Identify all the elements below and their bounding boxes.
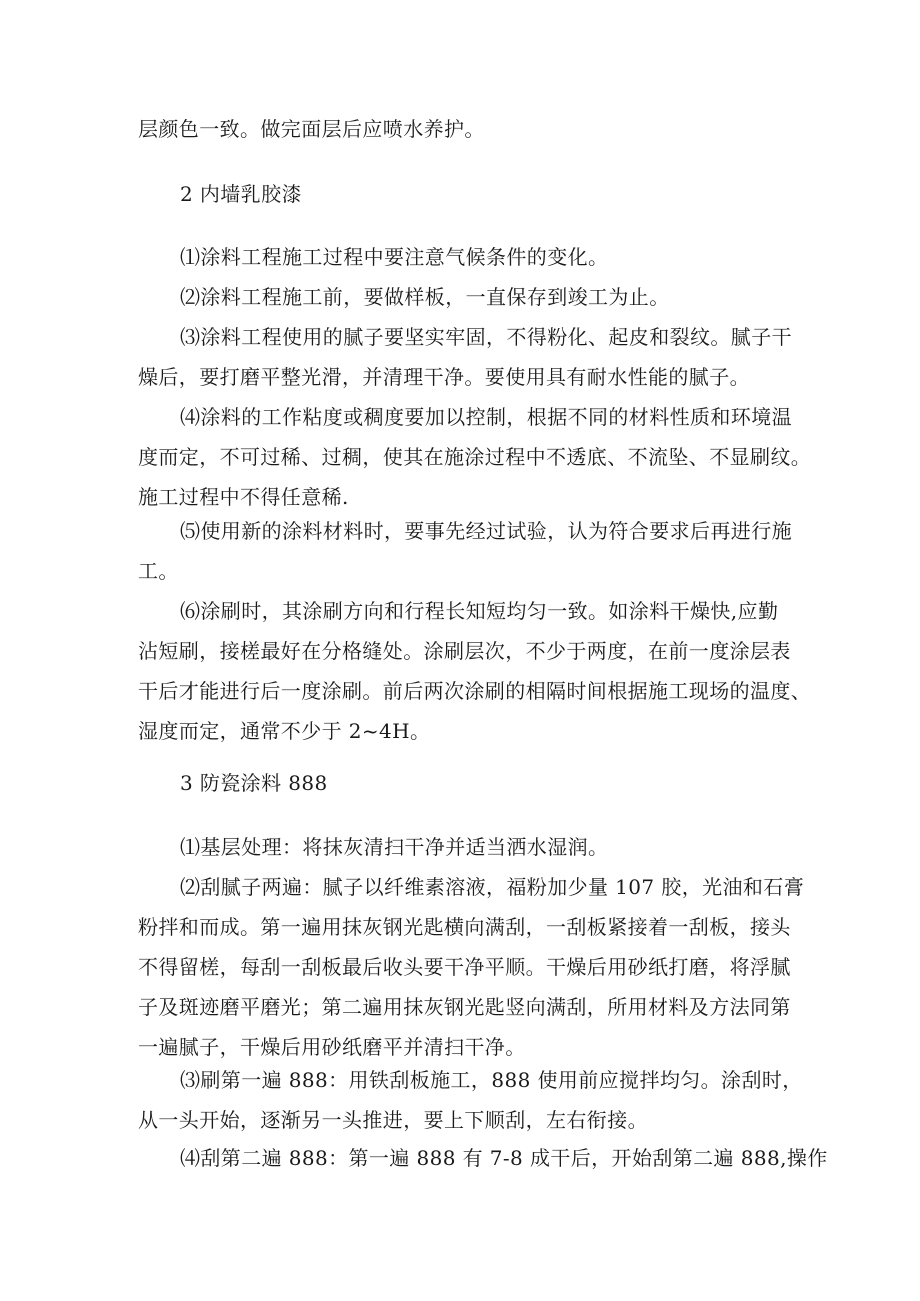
section3-item-3 — [138, 1060, 803, 1140]
text-line: 层颜色一致。做完面层后应喷水养护。 — [138, 117, 485, 141]
text-line: ⑶刷第一遍 888：用铁刮板施工，888 使用前应搅拌均匀。涂刮时， — [180, 1068, 803, 1092]
text-line: 度而定，不可过稀、过稠，使其在施涂过程中不透底、不流坠、不显刷纹。 — [138, 445, 812, 469]
section3-item-2 — [138, 867, 805, 1067]
text-line: 粉拌和而成。第一遍用抹灰钢光匙横向满刮，一刮板紧接着一刮板，接头 — [138, 915, 791, 939]
text-line: ⑴涂料工程施工过程中要注意气候条件的变化。 — [180, 245, 609, 269]
text-line: 干后才能进行后一度涂刷。前后两次涂刷的相隔时间根据施工现场的温度、 — [138, 679, 812, 703]
text-line: ⑷刮第二遍 888：第一遍 888 有 7-8 成干后，开始刮第二遍 888,操作 — [180, 1146, 828, 1170]
text-line: 不得留槎，每刮一刮板最后收头要干净平顺。干燥后用砂纸打磨，将浮腻 — [138, 955, 791, 979]
text-line: 湿度而定，通常不少于 2~4H。 — [138, 719, 431, 743]
section2-item-1 — [138, 237, 788, 277]
text-line: 子及斑迹磨平磨光；第二遍用抹灰钢光匙竖向满刮，所用材料及方法同第 — [138, 995, 791, 1019]
section2-item-4 — [138, 397, 812, 517]
text-line: 沾短刷，接槎最好在分格缝处。涂刷层次，不少于两度，在前一度涂层表 — [138, 639, 791, 663]
section2-item-5 — [138, 511, 792, 591]
text-line: ⑴基层处理：将抹灰清扫干净并适当洒水湿润。 — [180, 835, 609, 859]
text-line: 一遍腻子，干燥后用砂纸磨平并清扫干净。 — [138, 1035, 526, 1059]
text-line: ⑸使用新的涂料材料时，要事先经过试验，认为符合要求后再进行施 — [180, 519, 792, 543]
section2-item-6 — [138, 591, 812, 751]
text-line: ⑵刮腻子两遍：腻子以纤维素溶液，福粉加少量 107 胶，光油和石膏 — [180, 875, 805, 899]
section2-item-2 — [138, 277, 788, 317]
section-heading-2: 2 内墙乳胶漆 — [180, 182, 302, 206]
section2-item-3 — [138, 317, 792, 397]
text-line: ⑷涂料的工作粘度或稠度要加以控制，根据不同的材料性质和环境温 — [180, 405, 792, 429]
text-line: ⑹涂刷时，其涂刷方向和行程长知短均匀一致。如涂料干燥快,应勤 — [180, 599, 779, 623]
section3-item-1 — [138, 827, 788, 867]
section-heading-3: 3 防瓷涂料 888 — [180, 771, 328, 795]
text-line: 从一头开始，逐渐另一头推进，要上下顺刮，左右衔接。 — [138, 1108, 648, 1132]
text-line: 燥后，要打磨平整光滑，并清理干净。要使用具有耐水性能的腻子。 — [138, 365, 750, 389]
text-line: 施工过程中不得任意稀. — [138, 485, 349, 509]
text-line: 工。 — [138, 559, 179, 583]
text-line: ⑶涂料工程使用的腻子要坚实牢固，不得粉化、起皮和裂纹。腻子干 — [180, 325, 792, 349]
intro-line — [138, 109, 788, 149]
text-line: ⑵涂料工程施工前，要做样板，一直保存到竣工为止。 — [180, 285, 670, 309]
section3-item-4 — [138, 1138, 828, 1178]
